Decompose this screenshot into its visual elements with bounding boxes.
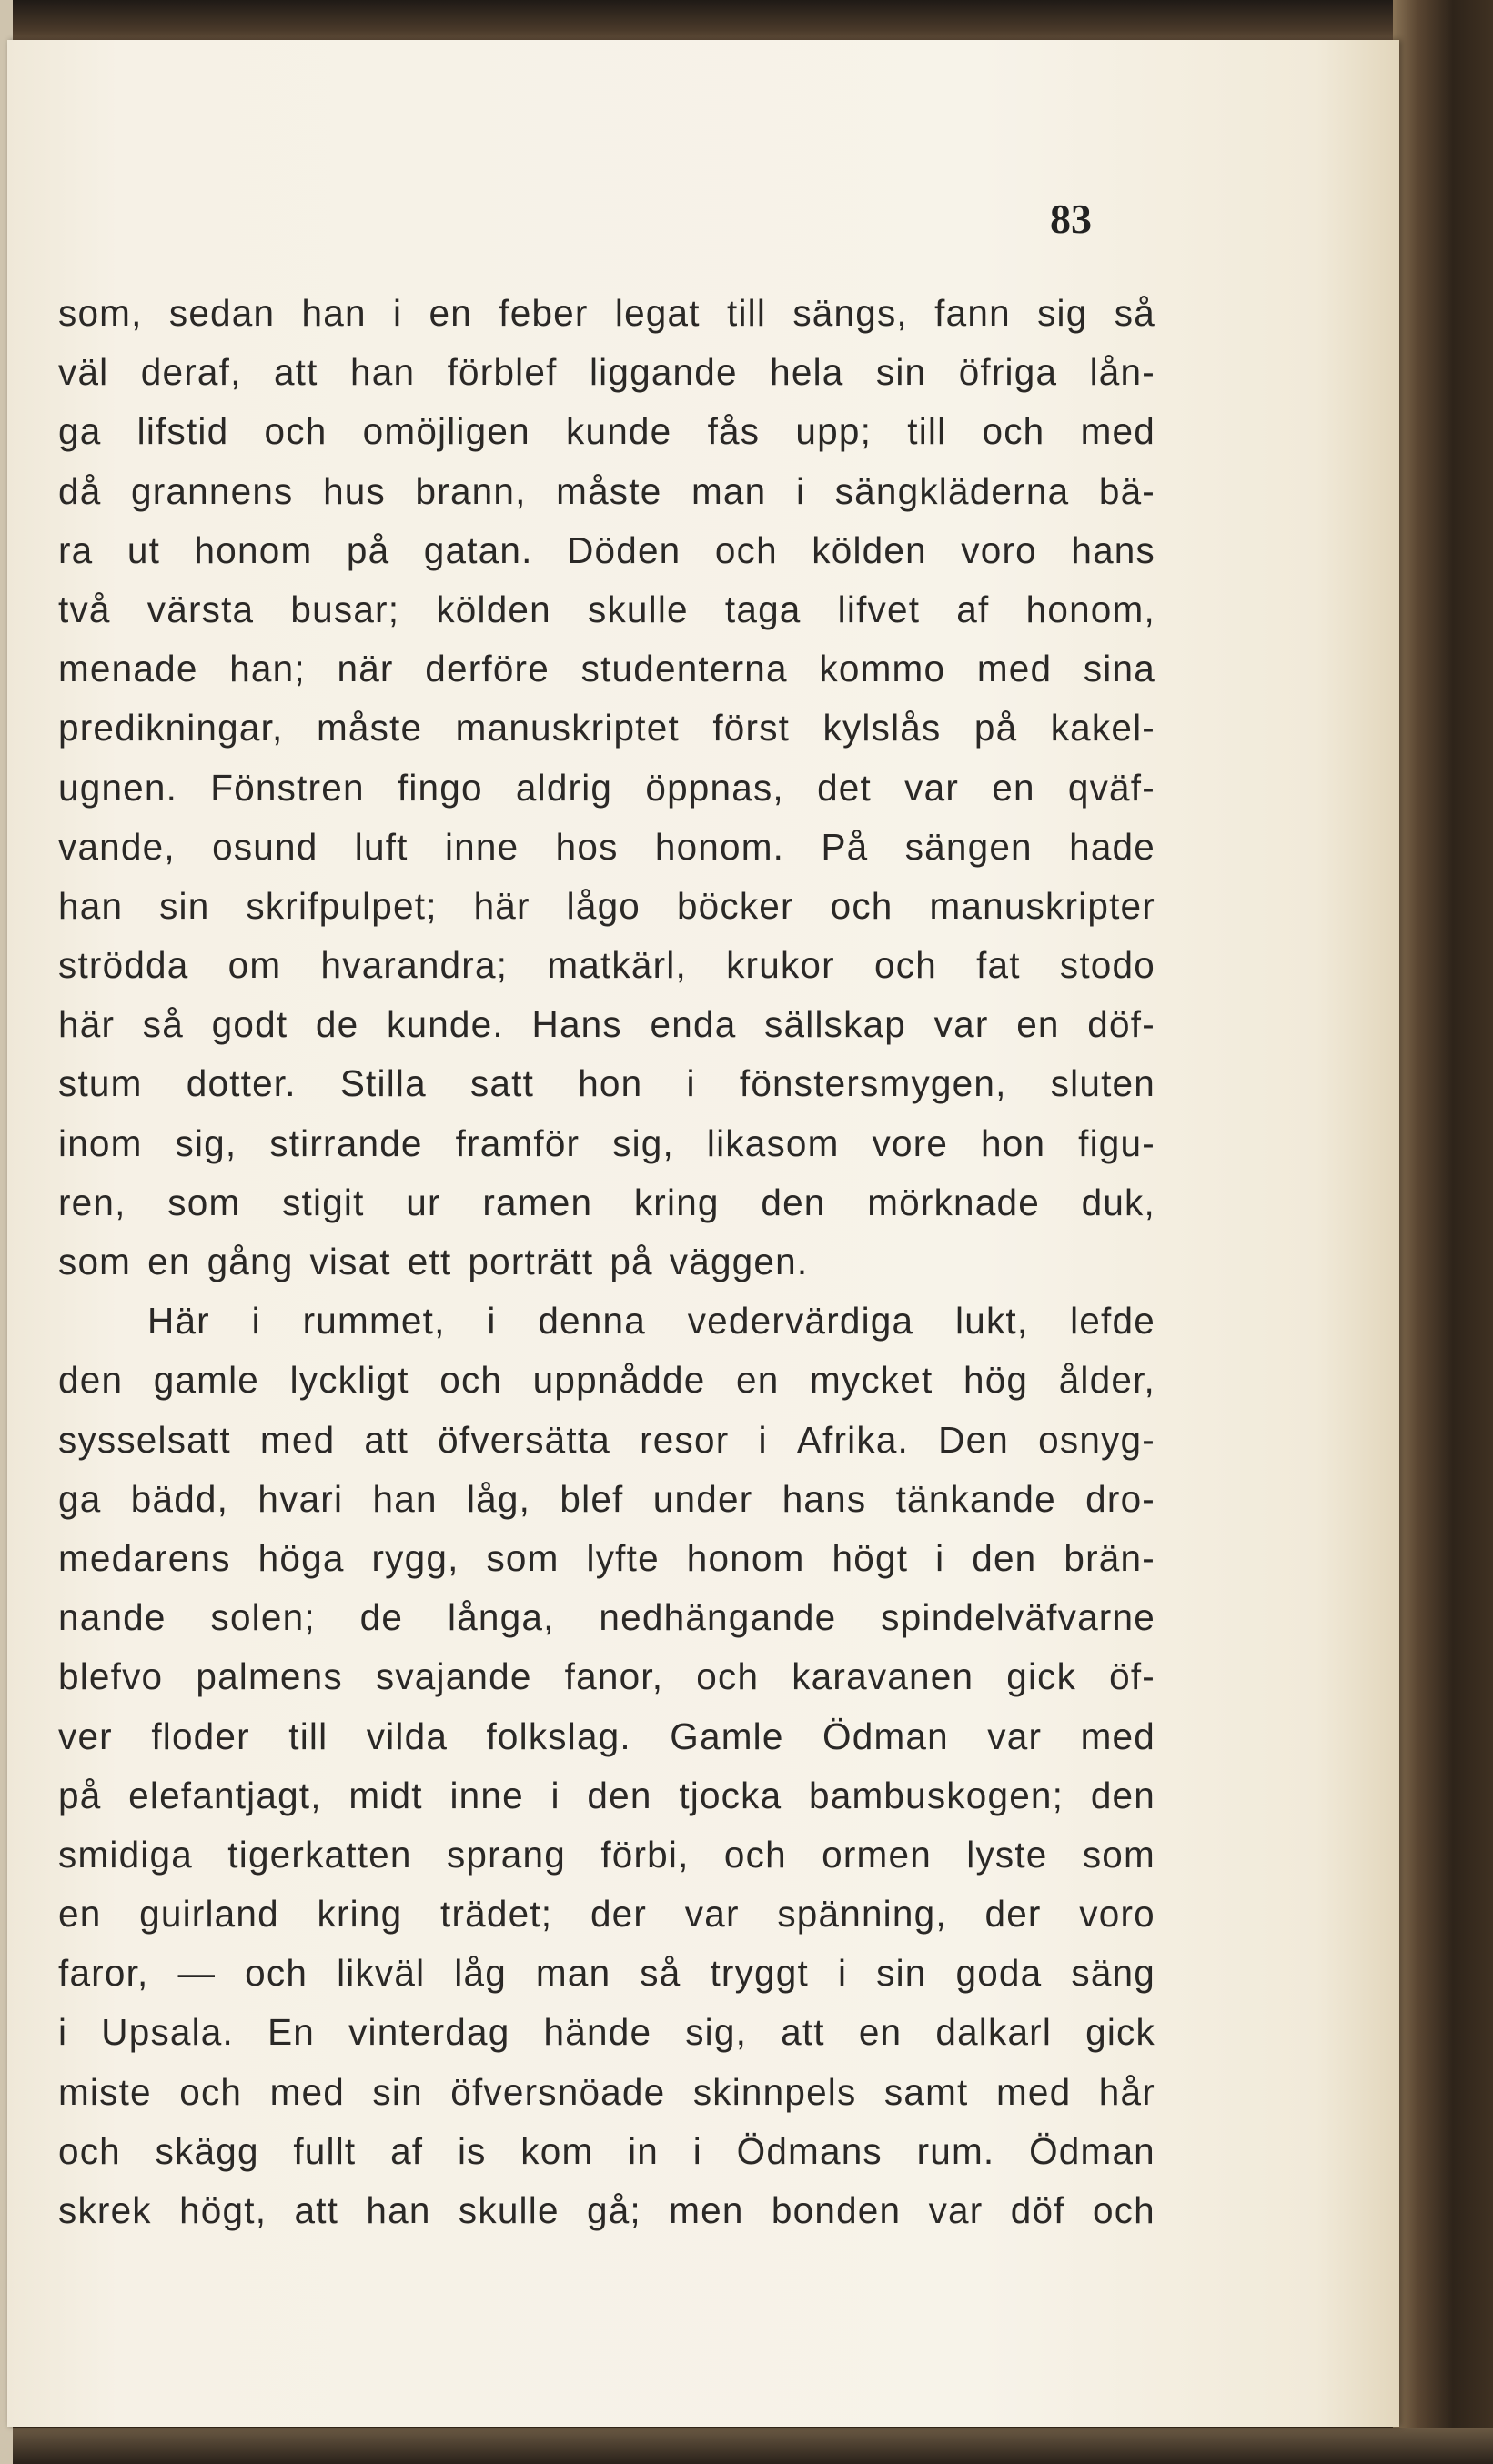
text-line: här så godt de kunde. Hans enda sällskap var en döf- bbox=[58, 1003, 1155, 1046]
text-line: strödda om hvarandra; matkärl, krukor och fat stodo bbox=[58, 944, 1155, 987]
text-line: en guirland kring trädet; der var spänning, der voro bbox=[58, 1893, 1155, 1936]
text-line: ga lifstid och omöjligen kunde fås upp; till och med bbox=[58, 410, 1155, 453]
text-line: ugnen. Fönstren fingo aldrig öppnas, det var en qväf- bbox=[58, 766, 1155, 809]
text-line: ren, som stigit ur ramen kring den mörknade duk, bbox=[58, 1181, 1155, 1223]
text-line: blefvo palmens svajande fanor, och karavanen gick öf- bbox=[58, 1655, 1155, 1698]
scan-border-right bbox=[1393, 0, 1493, 2464]
book-page bbox=[7, 40, 1399, 2427]
text-line: miste och med sin öfversnöade skinnpels samt med hår bbox=[58, 2070, 1155, 2113]
text-line: menade han; när derföre studenterna kommo med sina bbox=[58, 648, 1155, 690]
text-line: skrek högt, att han skulle gå; men bonden var döf och bbox=[58, 2189, 1155, 2231]
paragraph bbox=[58, 1292, 1155, 2240]
text-line: den gamle lyckligt och uppnådde en mycket hög ålder, bbox=[58, 1359, 1155, 1402]
text-line: Här i rummet, i denna vedervärdiga lukt, lefde bbox=[147, 1300, 1155, 1343]
text-line: väl deraf, att han förblef liggande hela sin öfriga lån- bbox=[58, 351, 1155, 394]
text-line: ver floder till vilda folkslag. Gamle Ödman var med bbox=[58, 1715, 1155, 1757]
text-line: då grannens hus brann, måste man i sängkläderna bä- bbox=[58, 469, 1155, 512]
text-line: faror, — och likväl låg man så tryggt i sin goda säng bbox=[58, 1952, 1155, 1995]
text-line: smidiga tigerkatten sprang förbi, och ormen lyste som bbox=[58, 1833, 1155, 1876]
text-line: som en gång visat ett porträtt på väggen. bbox=[58, 1241, 809, 1282]
text-line: nande solen; de långa, nedhängande spindelväfvarne bbox=[58, 1596, 1155, 1639]
body-text bbox=[58, 284, 1155, 2240]
text-line: inom sig, stirrande framför sig, likasom vore hon figu- bbox=[58, 1121, 1155, 1164]
text-line: på elefantjagt, midt inne i den tjocka bambuskogen; den bbox=[58, 1774, 1155, 1816]
text-line: predikningar, måste manuskriptet först kylslås på kakel- bbox=[58, 707, 1155, 749]
scan-border-top bbox=[0, 0, 1493, 44]
text-line: som, sedan han i en feber legat till sängs, fann sig så bbox=[58, 292, 1155, 334]
text-line: sysselsatt med att öfversätta resor i Afrika. Den osnyg- bbox=[58, 1418, 1155, 1461]
text-line: och skägg fullt af is kom in i Ödmans rum. Ödman bbox=[58, 2129, 1155, 2172]
text-line: vande, osund luft inne hos honom. På sängen hade bbox=[58, 825, 1155, 868]
text-line: stum dotter. Stilla satt hon i fönstersmygen, sluten bbox=[58, 1062, 1155, 1105]
text-line: i Upsala. En vinterdag hände sig, att en dalkarl gick bbox=[58, 2011, 1155, 2054]
paragraph bbox=[58, 284, 1155, 1292]
text-line: han sin skrifpulpet; här lågo böcker och manuskripter bbox=[58, 884, 1155, 927]
text-line: ra ut honom på gatan. Döden och kölden voro hans bbox=[58, 528, 1155, 571]
text-line: två värsta busar; kölden skulle taga lifvet af honom, bbox=[58, 588, 1155, 630]
text-line: medarens höga rygg, som lyfte honom högt i den brän- bbox=[58, 1536, 1155, 1579]
text-line: ga bädd, hvari han låg, blef under hans tänkande dro- bbox=[58, 1477, 1155, 1520]
page-number: 83 bbox=[1050, 196, 1092, 242]
scan-border-bottom bbox=[0, 2428, 1493, 2464]
